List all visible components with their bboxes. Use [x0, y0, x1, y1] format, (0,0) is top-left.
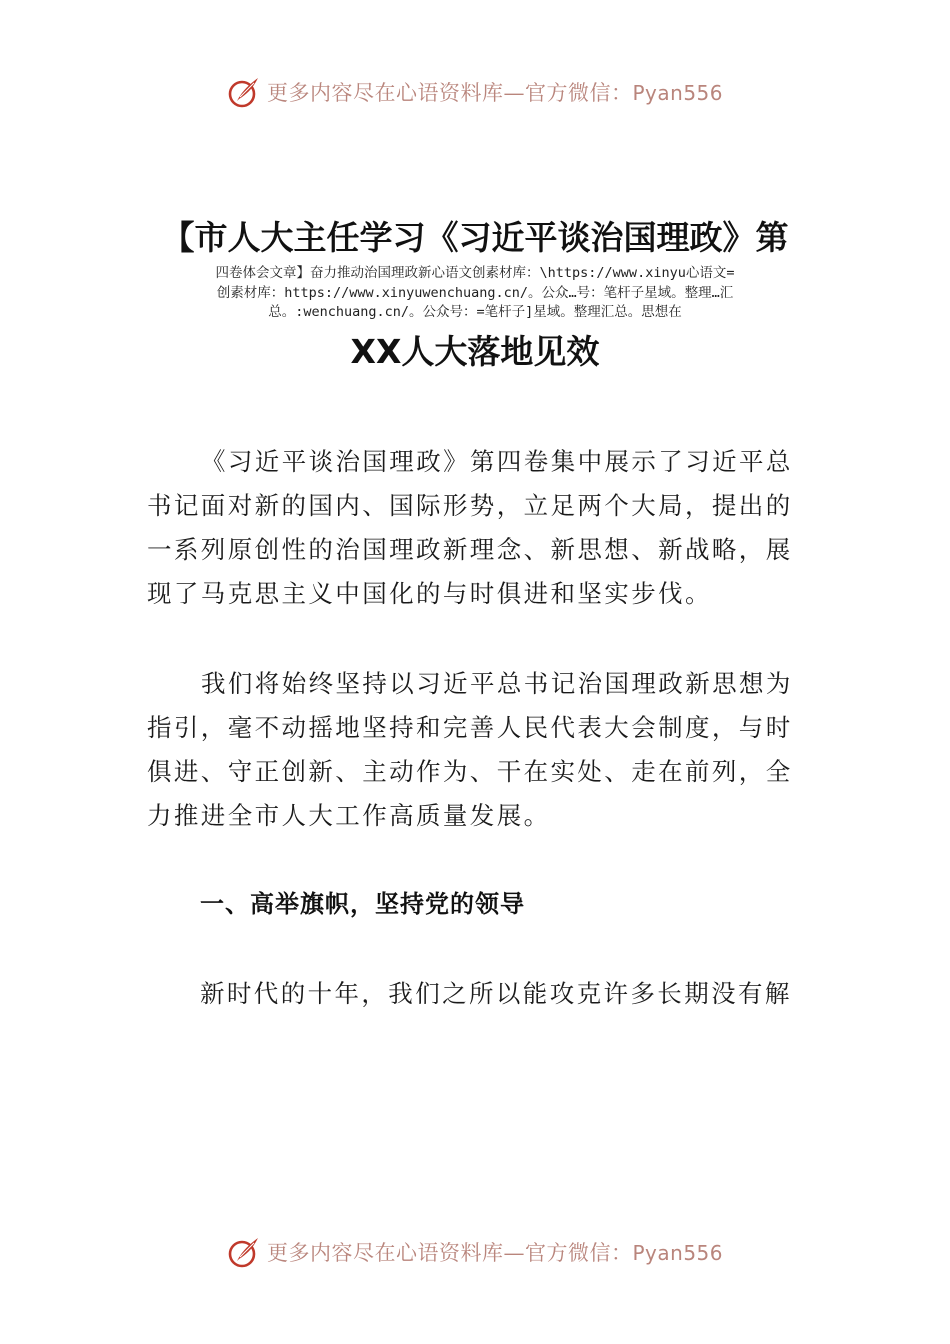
- section-heading: 一、高举旗帜，坚持党的领导: [200, 890, 525, 918]
- overlay-line: 四卷体会文章】奋力推动治国理政新心语文创素材库：\https://www.xinyu心语文=: [215, 265, 735, 281]
- paragraph-1: [147, 440, 807, 616]
- paragraph-line: 指引，毫不动摇地坚持和完善人民代表大会制度，与时: [147, 713, 793, 742]
- paragraph-line: 我们将始终坚持以习近平总书记治国理政新思想为: [201, 669, 793, 698]
- paragraph-2: [147, 662, 807, 838]
- paragraph-line: 一系列原创性的治国理政新理念、新思想、新战略，展: [147, 535, 793, 564]
- banner-text: 更多内容尽在心语资料库—官方微信：Pyan556: [266, 1241, 723, 1265]
- header-banner: [0, 70, 950, 114]
- paragraph-line: 俱进、守正创新、主动作为、干在实处、走在前列，全: [147, 757, 793, 786]
- feather-logo-icon: [227, 1235, 261, 1269]
- document-title-line1: 【市人大主任学习《习近平谈治国理政》第: [161, 218, 789, 257]
- paragraph-line: 《习近平谈治国理政》第四卷集中展示了习近平总: [201, 447, 793, 476]
- overlay-line: 总。:wenchuang.cn/。公众号：=笔杆子]星域。整理汇总。思想在: [268, 304, 682, 320]
- paragraph-line: 现了马克思主义中国化的与时俱进和坚实步伐。: [147, 579, 712, 608]
- footer-banner: [0, 1230, 950, 1274]
- feather-logo-icon: [227, 75, 261, 109]
- banner-text: 更多内容尽在心语资料库—官方微信：Pyan556: [266, 81, 723, 105]
- paragraph-3: 新时代的十年，我们之所以能攻克许多长期没有解: [200, 979, 792, 1008]
- document-title-line2: XX人大落地见效: [350, 332, 600, 371]
- paragraph-line: 力推进全市人大工作高质量发展。: [147, 801, 551, 830]
- paragraph-line: 书记面对新的国内、国际形势，立足两个大局，提出的: [147, 491, 793, 520]
- overlay-text: [145, 264, 805, 323]
- overlay-line: 创素材库：https://www.xinyuwenchuang.cn/。公众…号：笔杆子星域。整理…汇: [216, 284, 734, 301]
